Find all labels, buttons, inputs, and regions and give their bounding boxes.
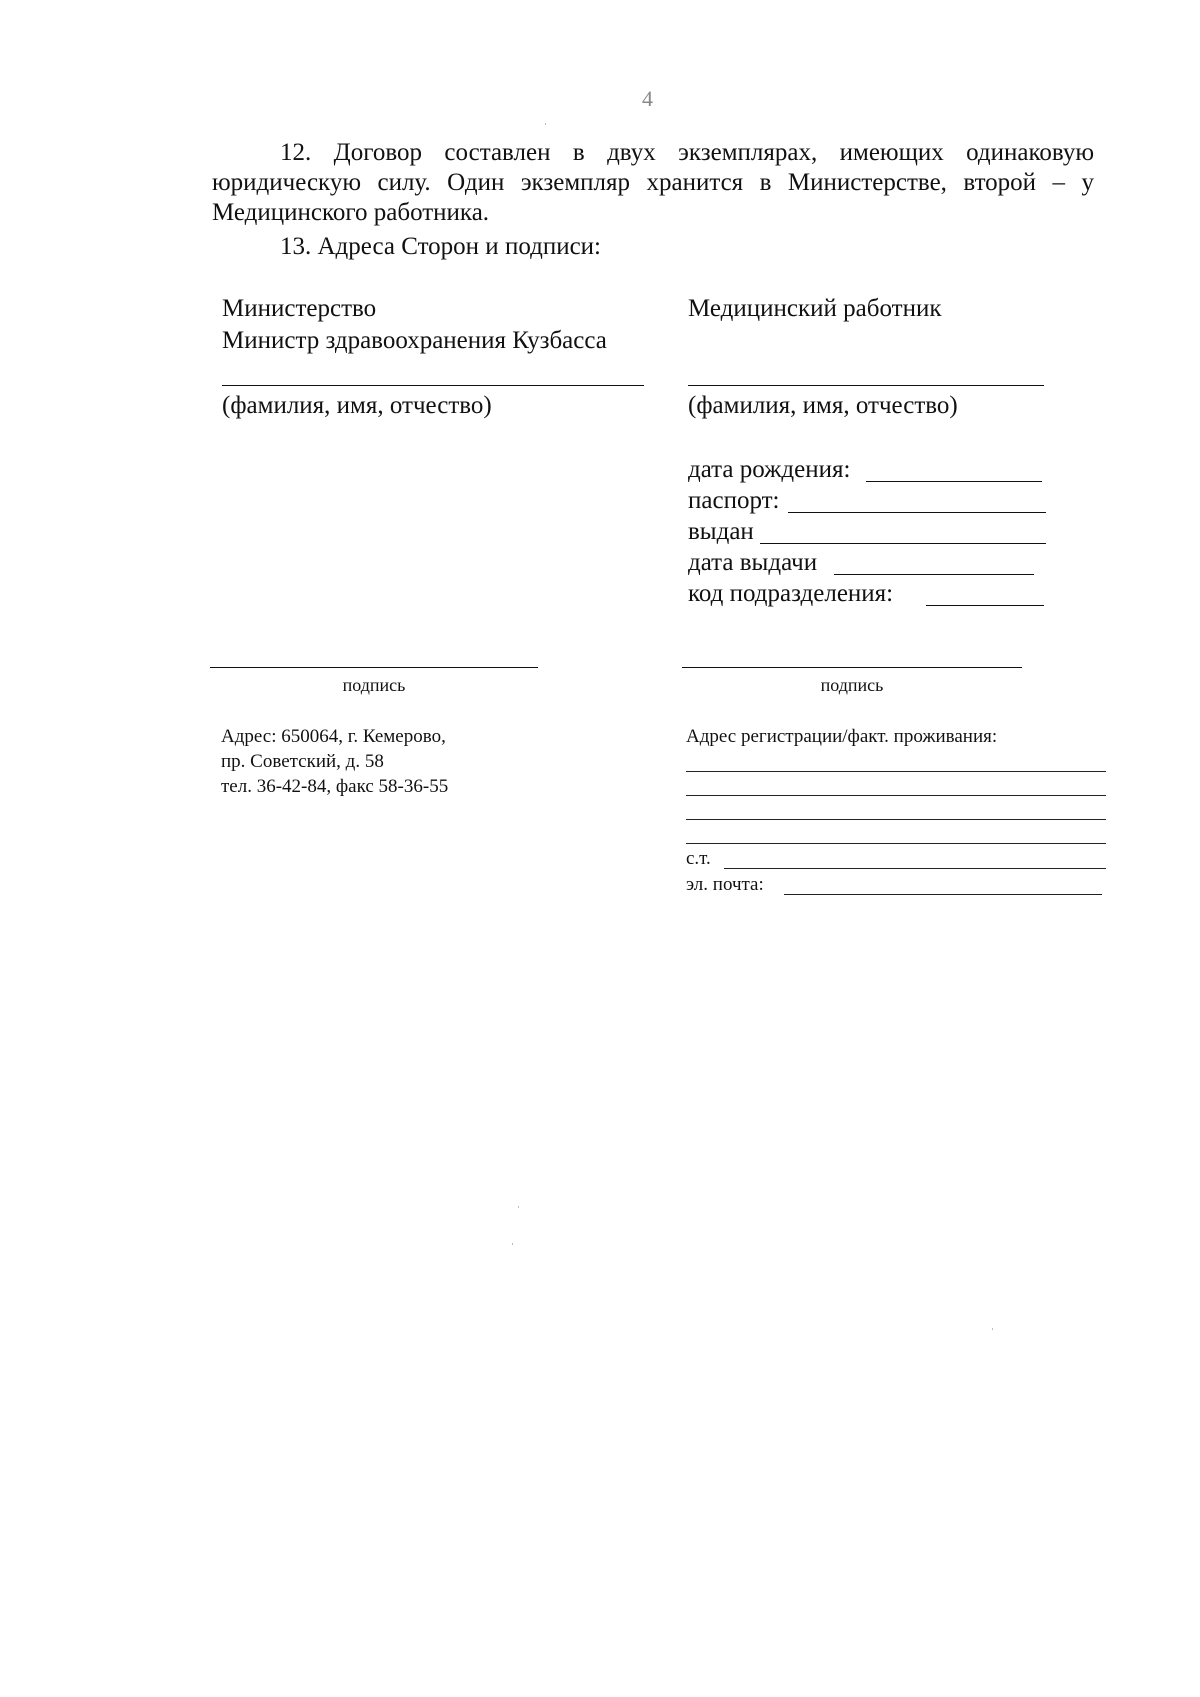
issue-date-label: дата выдачи <box>688 549 818 576</box>
worker-phone-line <box>724 868 1106 869</box>
worker-address-label: Адрес регистрации/факт. проживания: <box>686 726 998 747</box>
division-code-label: код подразделения: <box>688 580 894 607</box>
ministry-address-line-1: Адрес: 650064, г. Кемерово, <box>221 726 446 747</box>
worker-address-line-1 <box>686 771 1106 772</box>
worker-address-line-2 <box>686 795 1106 796</box>
division-code-line <box>926 605 1044 606</box>
clause-13: 13. Адреса Сторон и подписи: <box>280 233 601 260</box>
worker-address-line-4 <box>686 843 1106 844</box>
ministry-fio-caption: (фамилия, имя, отчество) <box>222 392 492 419</box>
issue-date-line <box>834 574 1034 575</box>
birth-date-field <box>688 455 1048 485</box>
worker-email-label: эл. почта: <box>686 874 764 895</box>
minister-position: Министр здравоохранения Кузбасса <box>222 327 607 354</box>
ministry-signature-line <box>210 667 538 668</box>
passport-label: паспорт: <box>688 487 780 514</box>
scan-speck <box>512 1243 513 1245</box>
worker-signature-line <box>682 667 1022 668</box>
birth-date-label: дата рождения: <box>688 456 851 483</box>
ministry-title: Министерство <box>222 295 377 322</box>
scan-speck <box>518 1206 519 1208</box>
scan-speck <box>545 123 546 125</box>
issued-by-label: выдан <box>688 518 754 545</box>
worker-fio-line <box>688 385 1044 386</box>
medical-worker-title: Медицинский работник <box>688 295 942 322</box>
worker-email-line <box>784 894 1102 895</box>
worker-phone-label: с.т. <box>686 848 711 869</box>
worker-fio-caption: (фамилия, имя, отчество) <box>688 392 958 419</box>
issued-by-field <box>688 517 1048 547</box>
ministry-address-line-2: пр. Советский, д. 58 <box>221 751 384 772</box>
worker-address-line-3 <box>686 819 1106 820</box>
scan-speck <box>992 1328 993 1330</box>
division-code-field <box>688 579 1048 609</box>
issued-by-line <box>760 543 1046 544</box>
birth-date-line <box>866 481 1042 482</box>
page-number: 4 <box>642 86 653 111</box>
clause-12: 12. Договор составлен в двух экземплярах, имеющих одинаковую юридическую силу. Один экземпляр хранится в Министерстве, второй – у Медицинского работника. <box>212 139 1094 226</box>
passport-line <box>788 512 1046 513</box>
passport-field <box>688 486 1048 516</box>
ministry-phone-fax: тел. 36-42-84, факс 58-36-55 <box>221 776 449 797</box>
issue-date-field <box>688 548 1048 578</box>
worker-signature-caption: подпись <box>820 675 884 695</box>
ministry-signature-caption: подпись <box>342 675 406 695</box>
ministry-fio-line <box>222 385 644 386</box>
